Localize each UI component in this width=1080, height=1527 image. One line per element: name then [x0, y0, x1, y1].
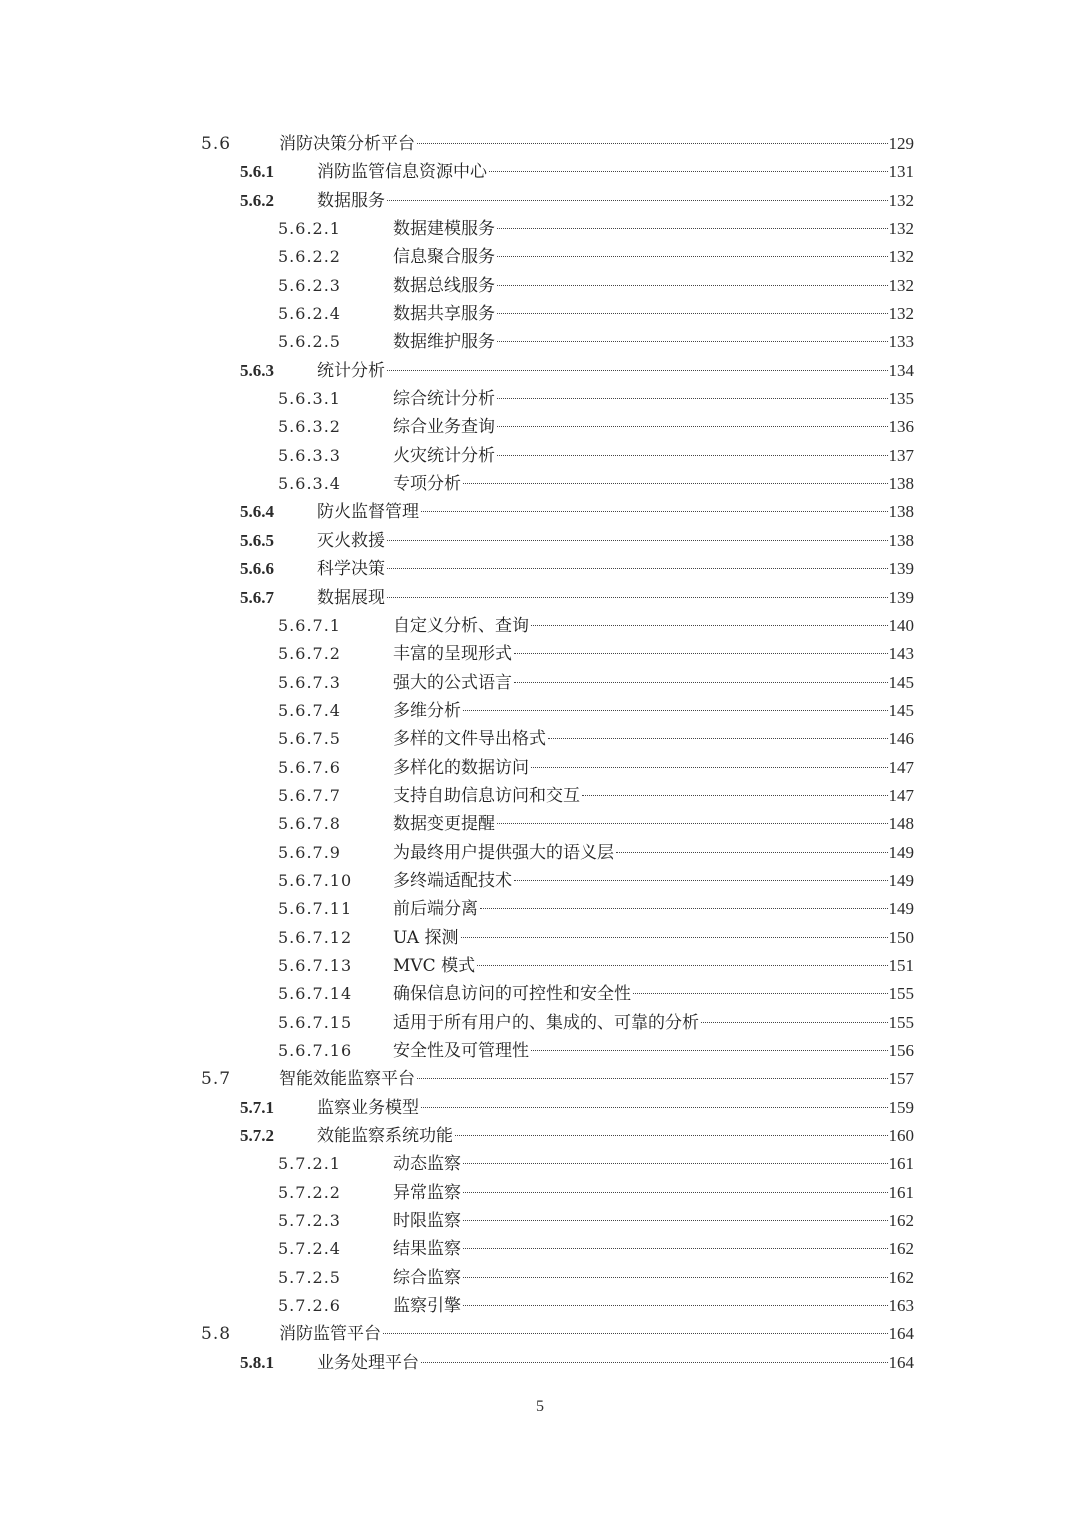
toc-entry-line — [393, 1037, 914, 1065]
toc-entry-page: 132 — [888, 219, 914, 239]
toc-entry-number: 5.7.1 — [240, 1097, 274, 1117]
toc-entry-title[interactable]: 确保信息访问的可控性和安全性 — [393, 984, 631, 1005]
toc-entry[interactable] — [0, 272, 1080, 300]
toc-entry-page: 147 — [888, 785, 914, 805]
toc-entry-line — [393, 1292, 914, 1320]
toc-entry-title[interactable]: 综合业务查询 — [393, 417, 495, 438]
toc-entry-number: 5.6.7.15 — [278, 1012, 353, 1032]
toc-entry-title[interactable]: 安全性及可管理性 — [393, 1041, 529, 1061]
toc-entry[interactable] — [0, 895, 1080, 923]
toc-entry-line — [317, 1349, 914, 1377]
toc-entry-page: 132 — [888, 247, 914, 267]
toc-entry-title[interactable]: 专项分析 — [393, 474, 461, 495]
toc-entry-title[interactable]: 火灾统计分析 — [393, 445, 495, 466]
toc-entry[interactable] — [0, 187, 1080, 215]
toc-entry[interactable] — [0, 640, 1080, 668]
toc-entry-title[interactable]: 数据展现 — [317, 587, 385, 608]
toc-entry-number: 5.6.7 — [240, 587, 274, 607]
toc-entry-title[interactable]: 适用于所有用户的、集成的、可靠的分析 — [393, 1012, 699, 1033]
toc-entry[interactable] — [0, 924, 1080, 952]
toc-entry-page: 138 — [888, 502, 914, 522]
toc-entry[interactable] — [0, 498, 1080, 526]
toc-entry[interactable] — [0, 413, 1080, 441]
toc-entry[interactable] — [0, 1150, 1080, 1178]
toc-entry-line — [393, 215, 914, 243]
toc-entry-page: 160 — [888, 1126, 914, 1146]
toc-entry-number: 5.6.2.1 — [278, 219, 341, 239]
dot-leader — [497, 426, 888, 427]
dot-leader — [514, 653, 888, 654]
toc-entry-page: 164 — [888, 1352, 914, 1372]
dot-leader — [463, 1277, 888, 1278]
toc-entry[interactable] — [0, 527, 1080, 555]
toc-entry-number: 5.6.7.14 — [278, 984, 353, 1004]
toc-entry-page: 145 — [888, 672, 914, 692]
toc-entry-number: 5.8.1 — [240, 1352, 274, 1372]
toc-entry-page: 163 — [888, 1296, 914, 1316]
toc-entry-page: 132 — [888, 190, 914, 210]
toc-entry-line — [393, 328, 914, 356]
dot-leader — [463, 1163, 888, 1164]
toc-entry-title[interactable]: 数据总线服务 — [393, 275, 495, 296]
toc-entry[interactable] — [0, 725, 1080, 753]
dot-leader — [455, 1135, 888, 1136]
toc-entry-number: 5.6.7.2 — [278, 644, 341, 664]
dot-leader — [463, 483, 888, 484]
toc-entry-title[interactable]: 为最终用户提供强大的语义层 — [393, 842, 614, 863]
toc-entry-line — [279, 1320, 914, 1348]
toc-entry-number: 5.6.7.11 — [278, 899, 353, 919]
toc-entry-page: 151 — [888, 955, 914, 975]
toc-entry[interactable] — [0, 385, 1080, 413]
toc-entry-page: 143 — [888, 644, 914, 664]
toc-entry[interactable] — [0, 584, 1080, 612]
dot-leader — [387, 540, 888, 541]
toc-entry-line — [317, 584, 914, 612]
toc-entry-title[interactable]: 科学决策 — [317, 559, 385, 580]
toc-entry-title[interactable]: UA 探测 — [393, 927, 459, 948]
dot-leader — [387, 568, 888, 569]
dot-leader — [417, 1078, 888, 1079]
toc-entry-page: 134 — [888, 360, 914, 380]
toc-entry-number: 5.6.6 — [240, 559, 274, 579]
dot-leader — [497, 341, 888, 342]
dot-leader — [531, 1050, 888, 1051]
toc-entry-line — [393, 385, 914, 413]
toc-entry-page: 162 — [888, 1239, 914, 1259]
toc-entry[interactable] — [0, 612, 1080, 640]
toc-entry[interactable] — [0, 839, 1080, 867]
toc-entry[interactable] — [0, 215, 1080, 243]
dot-leader — [497, 256, 888, 257]
dot-leader — [616, 852, 888, 853]
toc-entry-number: 5.7.2.4 — [278, 1239, 341, 1259]
toc-entry-line — [317, 555, 914, 583]
toc-entry-title[interactable]: 丰富的呈现形式 — [393, 644, 512, 665]
toc-entry-line — [393, 413, 914, 441]
toc-entry[interactable] — [0, 952, 1080, 980]
toc-entry-title[interactable]: 效能监察系统功能 — [317, 1126, 453, 1147]
toc-entry-page: 138 — [888, 474, 914, 494]
toc-entry-title[interactable]: 前后端分离 — [393, 899, 478, 920]
toc-entry-line — [393, 612, 914, 640]
toc-entry-line — [393, 980, 914, 1008]
toc-entry-line — [393, 1009, 914, 1037]
toc-entry-line — [393, 1235, 914, 1263]
toc-entry[interactable] — [0, 980, 1080, 1008]
toc-entry[interactable] — [0, 555, 1080, 583]
toc-entry-number: 5.6.3 — [240, 360, 274, 380]
toc-entry-title[interactable]: 多样的文件导出格式 — [393, 729, 546, 750]
toc-entry-line — [393, 952, 914, 980]
toc-entry-line — [393, 1179, 914, 1207]
toc-entry-title[interactable]: 监察业务模型 — [317, 1097, 419, 1118]
toc-entry-line — [317, 498, 914, 526]
toc-entry-number: 5.6.7.1 — [278, 615, 341, 635]
toc-entry-number: 5.6.5 — [240, 530, 274, 550]
toc-entry[interactable] — [0, 1009, 1080, 1037]
toc-entry-line — [317, 1122, 914, 1150]
toc-entry[interactable] — [0, 867, 1080, 895]
toc-entry[interactable] — [0, 1065, 1080, 1093]
toc-entry-page: 164 — [888, 1324, 914, 1344]
toc-entry-number: 5.6.3.2 — [278, 417, 341, 437]
dot-leader — [421, 511, 888, 512]
toc-entry-number: 5.7.2.3 — [278, 1211, 341, 1231]
toc-entry-number: 5.6.2.3 — [278, 275, 341, 295]
toc-entry-line — [393, 470, 914, 498]
toc-entry[interactable] — [0, 754, 1080, 782]
toc-entry-line — [393, 272, 914, 300]
toc-entry-title[interactable]: 多终端适配技术 — [393, 870, 512, 891]
toc-entry-number: 5.6.2 — [240, 190, 274, 210]
toc-entry-page: 139 — [888, 559, 914, 579]
toc-entry-line — [393, 640, 914, 668]
toc-entry-page: 136 — [888, 417, 914, 437]
dot-leader — [421, 1362, 888, 1363]
toc-entry-line — [317, 1094, 914, 1122]
toc-entry-line — [317, 527, 914, 555]
toc-entry-line — [393, 442, 914, 470]
toc-entry-title[interactable]: 数据变更提醒 — [393, 814, 495, 835]
toc-entry-page: 129 — [888, 134, 914, 153]
toc-entry-page: 150 — [888, 927, 914, 947]
dot-leader — [387, 200, 888, 201]
toc-entry-number: 5.7 — [201, 1069, 232, 1090]
toc-entry-page: 132 — [888, 275, 914, 295]
dot-leader — [417, 143, 888, 144]
toc-entry[interactable] — [0, 1179, 1080, 1207]
toc-entry-line — [393, 810, 914, 838]
toc-entry-title[interactable]: 智能效能监察平台 — [279, 1069, 415, 1090]
toc-entry-line — [393, 754, 914, 782]
toc-entry-page: 149 — [888, 870, 914, 890]
toc-entry-title[interactable]: 数据维护服务 — [393, 332, 495, 353]
toc-entry-number: 5.6.2.2 — [278, 247, 341, 267]
dot-leader — [497, 398, 888, 399]
toc-entry-line — [279, 130, 914, 158]
dot-leader — [497, 455, 888, 456]
dot-leader — [582, 795, 888, 796]
toc-entry-line — [393, 1207, 914, 1235]
toc-entry-page: 162 — [888, 1267, 914, 1287]
dot-leader — [463, 1220, 888, 1221]
toc-entry[interactable] — [0, 1349, 1080, 1377]
toc-entry-page: 149 — [888, 899, 914, 919]
toc-entry-title[interactable]: 业务处理平台 — [317, 1352, 419, 1373]
toc-entry-number: 5.6.3.4 — [278, 474, 341, 494]
toc-entry-number: 5.6.7.5 — [278, 729, 341, 749]
toc-entry-page: 137 — [888, 445, 914, 465]
toc-entry-line — [317, 357, 914, 385]
toc-entry-title[interactable]: 支持自助信息访问和交互 — [393, 785, 580, 806]
toc-entry-number: 5.6.7.4 — [278, 700, 341, 720]
toc-entry-title[interactable]: 时限监察 — [393, 1211, 461, 1232]
toc-entry-page: 146 — [888, 729, 914, 749]
dot-leader — [477, 965, 887, 966]
toc-entry[interactable] — [0, 810, 1080, 838]
toc-entry-number: 5.6.7.13 — [278, 955, 353, 975]
toc-entry[interactable] — [0, 1207, 1080, 1235]
dot-leader — [531, 625, 888, 626]
toc-entry-number: 5.6.7.12 — [278, 927, 353, 947]
dot-leader — [497, 285, 888, 286]
toc-entry-line — [393, 782, 914, 810]
toc-entry-number: 5.7.2.1 — [278, 1154, 341, 1174]
toc-entry-number: 5.6.7.3 — [278, 672, 341, 692]
toc-entry-number: 5.7.2.6 — [278, 1296, 341, 1316]
toc-entry-line — [279, 1065, 914, 1093]
toc-entry-title[interactable]: 多样化的数据访问 — [393, 757, 529, 778]
toc-entry-title[interactable]: 信息聚合服务 — [393, 247, 495, 268]
dot-leader — [489, 171, 888, 172]
toc-entry-line — [393, 839, 914, 867]
toc-entry-line — [393, 697, 914, 725]
dot-leader — [421, 1107, 888, 1108]
toc-entry-title[interactable]: 消防监管信息资源中心 — [317, 162, 487, 183]
toc-entry-page: 135 — [888, 389, 914, 409]
toc-entry-page: 140 — [888, 615, 914, 635]
toc-entry[interactable] — [0, 158, 1080, 186]
toc-entry-number: 5.6.7.7 — [278, 785, 341, 805]
dot-leader — [497, 228, 888, 229]
dot-leader — [387, 597, 888, 598]
toc-entry[interactable] — [0, 328, 1080, 356]
toc-entry-line — [393, 1264, 914, 1292]
toc-entry-line — [393, 725, 914, 753]
toc-entry-number: 5.6.2.4 — [278, 304, 341, 324]
toc-entry-title[interactable]: 结果监察 — [393, 1239, 461, 1260]
toc-entry[interactable] — [0, 1037, 1080, 1065]
toc-entry[interactable] — [0, 130, 1080, 158]
toc-entry[interactable] — [0, 782, 1080, 810]
toc-entry-line — [393, 669, 914, 697]
toc-entry[interactable] — [0, 470, 1080, 498]
toc-entry-number: 5.6.7.16 — [278, 1041, 353, 1060]
toc-entry-title[interactable]: 数据共享服务 — [393, 304, 495, 325]
dot-leader — [480, 908, 888, 909]
dot-leader — [497, 313, 888, 314]
toc-entry-title[interactable]: MVC 模式 — [393, 955, 476, 976]
toc-entry-line — [393, 924, 914, 952]
toc-entry-title[interactable]: 消防监管平台 — [279, 1324, 381, 1345]
toc-entry-page: 139 — [888, 587, 914, 607]
dot-leader — [461, 937, 888, 938]
toc-entry-title[interactable]: 灭火救援 — [317, 530, 385, 551]
toc-entry-number: 5.6.1 — [240, 162, 274, 182]
toc-entry-number: 5.6.7.10 — [278, 870, 353, 890]
toc-entry[interactable] — [0, 442, 1080, 470]
toc-entry-page: 138 — [888, 530, 914, 550]
toc-entry-number: 5.6.4 — [240, 502, 274, 522]
toc-entry[interactable] — [0, 1235, 1080, 1263]
toc-entry-title[interactable]: 异常监察 — [393, 1182, 461, 1203]
toc-entry-page: 131 — [888, 162, 914, 182]
toc-entry[interactable] — [0, 1292, 1080, 1320]
toc-entry[interactable] — [0, 1264, 1080, 1292]
toc-entry-number: 5.7.2.2 — [278, 1182, 341, 1202]
toc-entry-title[interactable]: 监察引擎 — [393, 1296, 461, 1317]
toc-entry-page: 162 — [888, 1211, 914, 1231]
toc-entry-page: 161 — [888, 1154, 914, 1174]
toc-entry-page: 157 — [888, 1069, 914, 1089]
toc-entry-page: 149 — [888, 842, 914, 862]
toc-entry-line — [393, 300, 914, 328]
toc-entry-line — [393, 243, 914, 271]
toc-entry-page: 133 — [888, 332, 914, 352]
toc-entry-number: 5.7.2.5 — [278, 1267, 341, 1287]
toc-entry-title[interactable]: 综合监察 — [393, 1267, 461, 1288]
dot-leader — [463, 710, 888, 711]
toc-entry-number: 5.6 — [201, 134, 232, 154]
toc-entry[interactable] — [0, 669, 1080, 697]
toc-entry[interactable] — [0, 243, 1080, 271]
toc-entry-title[interactable]: 综合统计分析 — [393, 389, 495, 410]
toc-entry[interactable] — [0, 1122, 1080, 1150]
dot-leader — [497, 823, 888, 824]
toc-entry-title[interactable]: 自定义分析、查询 — [393, 615, 529, 636]
toc-entry-line — [317, 158, 914, 186]
toc-entry[interactable] — [0, 300, 1080, 328]
toc-entry-number: 5.6.3.3 — [278, 445, 341, 465]
dot-leader — [383, 1333, 888, 1334]
dot-leader — [514, 880, 888, 881]
toc-entry-number: 5.7.2 — [240, 1126, 274, 1146]
toc-entry-title[interactable]: 数据服务 — [317, 190, 385, 211]
toc-entry-title[interactable]: 强大的公式语言 — [393, 672, 512, 693]
toc-entry-title[interactable]: 防火监督管理 — [317, 502, 419, 523]
page-number: 5 — [536, 1398, 544, 1415]
toc-entry-page: 132 — [888, 304, 914, 324]
toc-entry-page: 156 — [888, 1041, 914, 1060]
toc-entry[interactable] — [0, 1094, 1080, 1122]
toc-entry-title[interactable]: 动态监察 — [393, 1154, 461, 1175]
dot-leader — [463, 1248, 888, 1249]
toc-entry-number: 5.6.7.6 — [278, 757, 341, 777]
dot-leader — [514, 682, 888, 683]
toc-entry-title[interactable]: 消防决策分析平台 — [279, 134, 415, 154]
toc-entry-line — [393, 867, 914, 895]
toc-entry-page: 155 — [888, 984, 914, 1004]
toc-entry-number: 5.6.7.8 — [278, 814, 341, 834]
dot-leader — [463, 1192, 888, 1193]
toc-entry-page: 159 — [888, 1097, 914, 1117]
toc-entry-page: 161 — [888, 1182, 914, 1202]
dot-leader — [387, 370, 888, 371]
toc-entry-line — [317, 187, 914, 215]
dot-leader — [531, 767, 888, 768]
toc-entry-page: 147 — [888, 757, 914, 777]
dot-leader — [701, 1022, 888, 1023]
table-of-contents — [0, 130, 1080, 1377]
toc-entry-number: 5.6.3.1 — [278, 389, 341, 409]
toc-entry-number: 5.6.2.5 — [278, 332, 341, 352]
toc-entry-page: 145 — [888, 700, 914, 720]
toc-entry-page: 155 — [888, 1012, 914, 1032]
toc-entry-number: 5.6.7.9 — [278, 842, 341, 862]
toc-entry[interactable] — [0, 357, 1080, 385]
toc-entry-line — [393, 895, 914, 923]
toc-entry-title[interactable]: 统计分析 — [317, 360, 385, 381]
toc-entry-title[interactable]: 数据建模服务 — [393, 219, 495, 240]
dot-leader — [633, 993, 888, 994]
dot-leader — [463, 1305, 888, 1306]
toc-entry[interactable] — [0, 697, 1080, 725]
toc-entry[interactable] — [0, 1320, 1080, 1348]
toc-entry-page: 148 — [888, 814, 914, 834]
toc-entry-title[interactable]: 多维分析 — [393, 700, 461, 721]
toc-entry-line — [393, 1150, 914, 1178]
dot-leader — [548, 738, 888, 739]
toc-entry-number: 5.8 — [201, 1324, 232, 1345]
